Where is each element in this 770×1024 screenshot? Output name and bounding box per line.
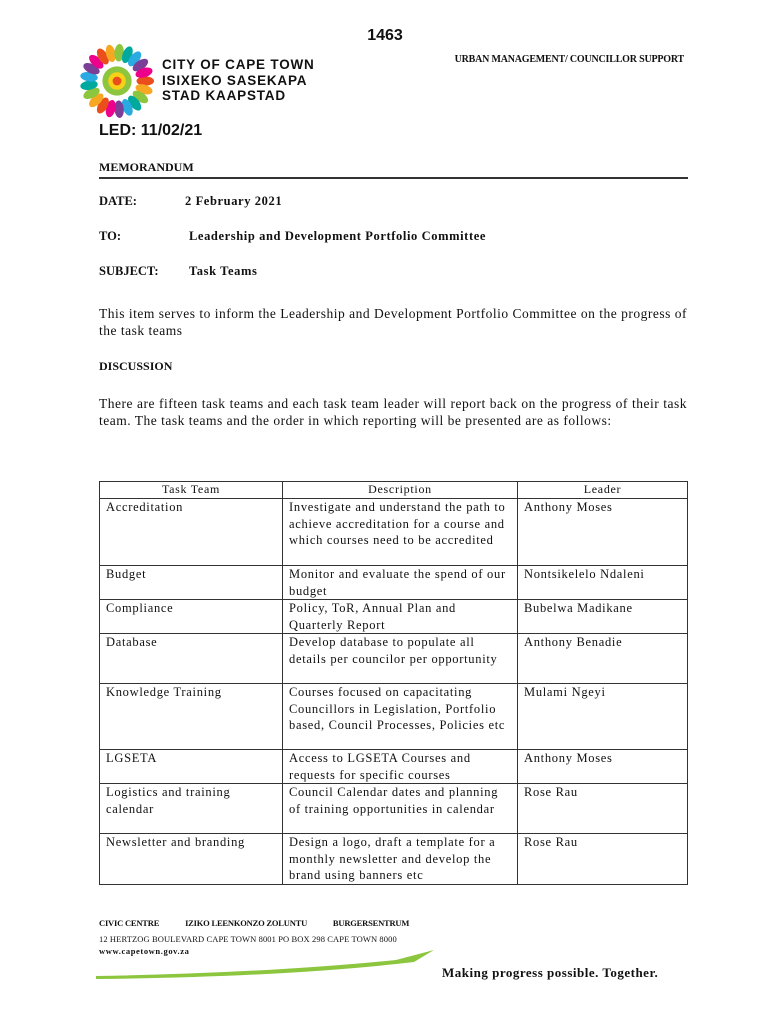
subject-field: [99, 264, 258, 279]
footer-swoosh-icon: [96, 946, 441, 980]
logo-petal: [137, 76, 155, 85]
city-name-line: ISIXEKO SASEKAPA: [162, 72, 308, 88]
description-cell: Monitor and evaluate the spend of our budget: [283, 566, 518, 600]
table-row: [100, 684, 688, 750]
footer-name-iziko: IZIKO LEENKONZO ZOLUNTU: [185, 918, 308, 928]
description-cell: Access to LGSETA Courses and requests for specific courses: [283, 750, 518, 784]
to-label: TO:: [99, 229, 121, 243]
leader-cell: Anthony Benadie: [518, 634, 688, 684]
task-team-cell: Accreditation: [100, 499, 283, 566]
task-team-cell: Budget: [100, 566, 283, 600]
footer-website: www.capetown.gov.za: [99, 946, 190, 956]
memo-heading: MEMORANDUM: [99, 160, 194, 174]
description-cell: Courses focused on capacitating Councillors in Legislation, Portfolio based, Council Processes, Policies etc: [283, 684, 518, 750]
footer-slogan: Making progress possible. Together.: [442, 965, 659, 980]
description-cell: Design a logo, draft a template for a monthly newsletter and develop the brand using banners etc: [283, 834, 518, 885]
intro-paragraph: This item serves to inform the Leadership and Development Portfolio Committee on the progress of the task teams: [99, 306, 687, 338]
city-name: [162, 57, 315, 104]
task-teams-table: [99, 481, 688, 885]
leader-cell: Bubelwa Madikane: [518, 600, 688, 634]
leader-cell: Anthony Moses: [518, 499, 688, 566]
table-row: [100, 834, 688, 885]
task-team-cell: LGSETA: [100, 750, 283, 784]
leader-cell: Rose Rau: [518, 834, 688, 885]
task-team-cell: Knowledge Training: [100, 684, 283, 750]
task-team-cell: Logistics and training calendar: [100, 784, 283, 834]
city-name-line: CITY OF CAPE TOWN: [162, 57, 315, 72]
description-cell: Council Calendar dates and planning of training opportunities in calendar: [283, 784, 518, 834]
footer-address: 12 HERTZOG BOULEVARD CAPE TOWN 8001 PO BOX 298 CAPE TOWN 8000: [99, 934, 397, 944]
to-value: Leadership and Development Portfolio Committee: [189, 229, 487, 243]
task-team-cell: Compliance: [100, 600, 283, 634]
table-row: [100, 750, 688, 784]
table-row: [100, 784, 688, 834]
description-cell: Develop database to populate all details per councilor per opportunity: [283, 634, 518, 684]
leader-cell: Mulami Ngeyi: [518, 684, 688, 750]
task-team-cell: Newsletter and branding: [100, 834, 283, 885]
department-name: URBAN MANAGEMENT/ COUNCILLOR SUPPORT: [454, 54, 684, 65]
subject-value: Task Teams: [189, 264, 258, 278]
date-label: DATE:: [99, 194, 137, 208]
task-team-cell: Database: [100, 634, 283, 684]
led-date: LED: 11/02/21: [99, 122, 203, 139]
description-cell: Policy, ToR, Annual Plan and Quarterly Report: [283, 600, 518, 634]
header-task-team: Task Team: [100, 482, 283, 499]
table-header-row: [100, 482, 688, 499]
table-row: [100, 600, 688, 634]
footer-names: [99, 918, 409, 928]
table-row: [100, 566, 688, 600]
subject-label: SUBJECT:: [99, 264, 159, 278]
leader-cell: Rose Rau: [518, 784, 688, 834]
table-row: [100, 499, 688, 566]
leader-cell: Nontsikelelo Ndaleni: [518, 566, 688, 600]
table-row: [100, 634, 688, 684]
memo-divider: [99, 177, 688, 179]
description-cell: Investigate and understand the path to achieve accreditation for a course and which courses need to be accredited: [283, 499, 518, 566]
header-description: Description: [283, 482, 518, 499]
date-field: [99, 194, 283, 209]
to-field: [99, 229, 487, 244]
discussion-heading: DISCUSSION: [99, 359, 173, 373]
discussion-paragraph: There are fifteen task teams and each task team leader will report back on the progress of their task team. The task teams and the order in which reporting will be presented are as follows:: [99, 396, 687, 428]
page-number: 1463: [367, 27, 403, 44]
city-logo-icon: [78, 42, 156, 120]
footer-name-burgersentrum: BURGERSENTRUM: [332, 918, 410, 928]
header-leader: Leader: [518, 482, 688, 499]
city-name-line: STAD KAAPSTAD: [162, 88, 286, 103]
footer-name-civic: CIVIC CENTRE: [99, 918, 160, 928]
leader-cell: Anthony Moses: [518, 750, 688, 784]
date-value: 2 February 2021: [185, 194, 283, 208]
